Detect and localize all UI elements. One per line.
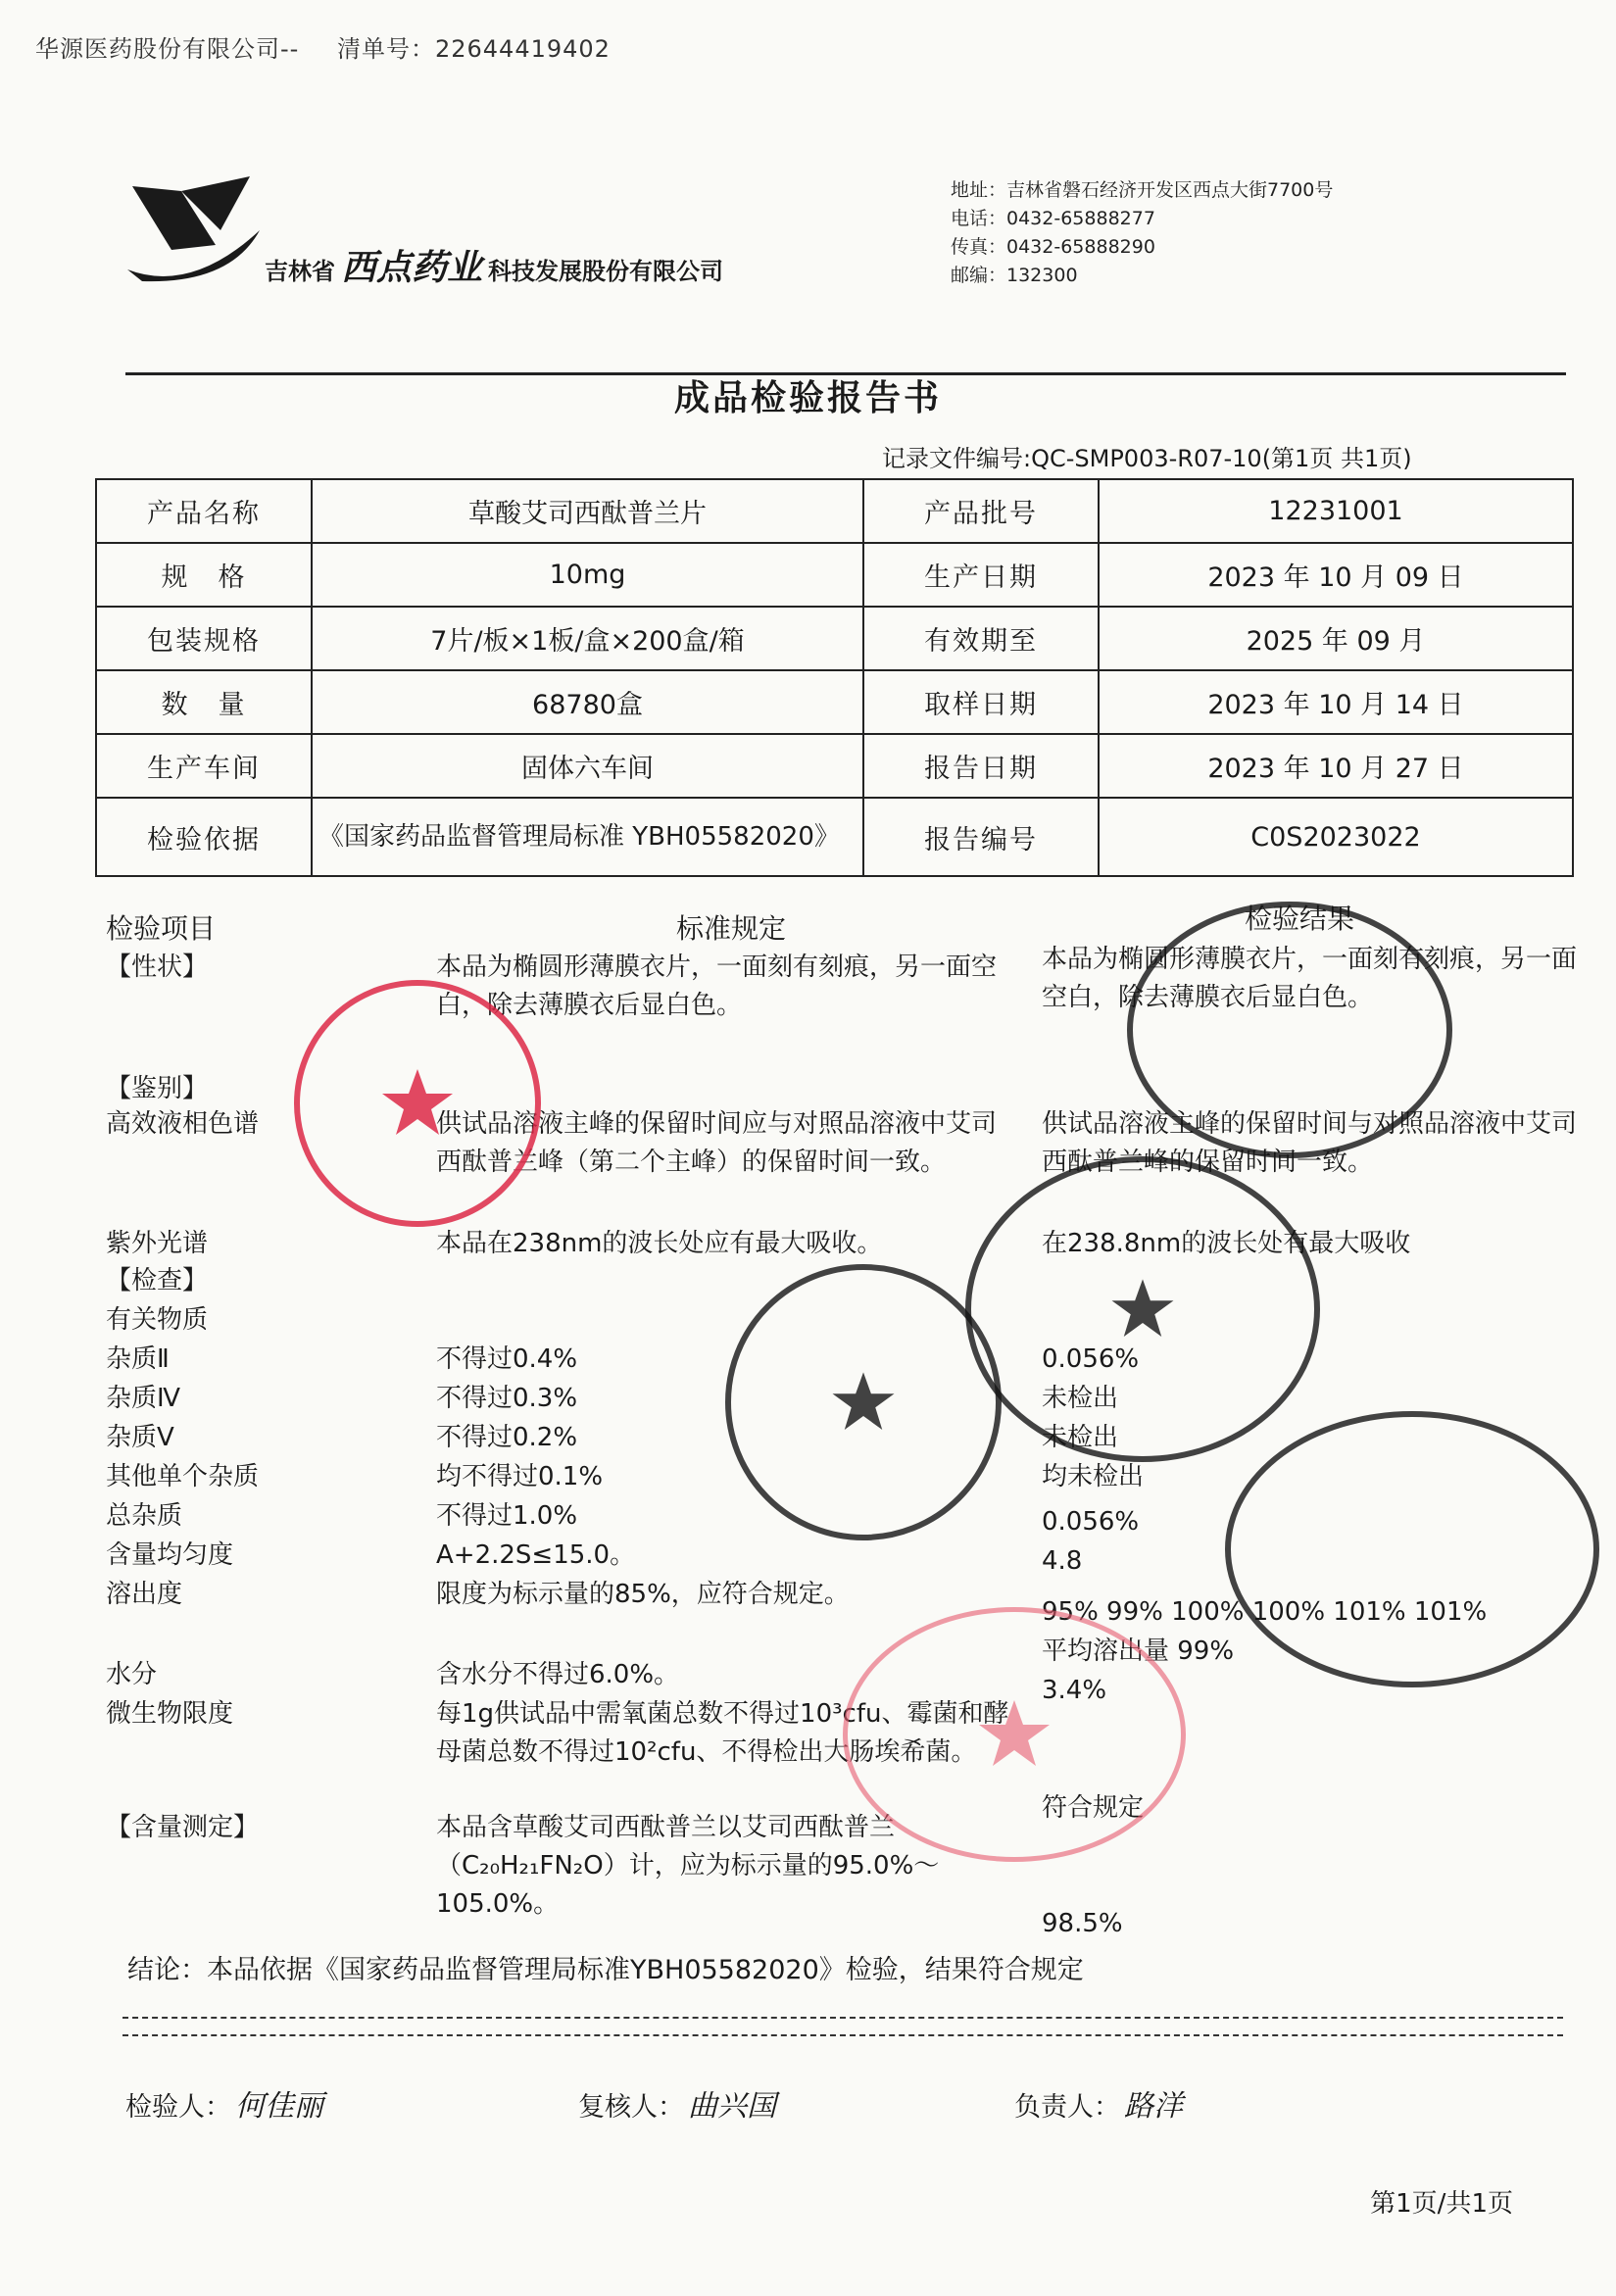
workshop-value: 固体六车间	[312, 734, 863, 798]
impurity-2-label: 杂质Ⅱ	[106, 1344, 170, 1374]
appearance-result: 本品为椭圆形薄膜衣片，一面刻有刻痕，另一面空白，除去薄膜衣后显白色。	[1042, 945, 1578, 1012]
section-assay: 【含量测定】	[106, 1813, 260, 1842]
company-postcode: 邮编：132300	[951, 265, 1078, 286]
uv-result: 在238.8nm的波长处有最大吸收	[1042, 1229, 1411, 1258]
total-impurity-label: 总杂质	[106, 1501, 183, 1531]
spec-value: 10mg	[312, 543, 863, 607]
company-phone: 电话：0432-65888277	[951, 208, 1155, 229]
table-row	[96, 543, 1573, 607]
record-file-number: 记录文件编号:QC-SMP003-R07-10(第1页 共1页)	[882, 445, 1412, 472]
total-impurity-standard: 不得过1.0%	[436, 1501, 578, 1531]
hplc-standard: 供试品溶液主峰的保留时间应与对照品溶液中艾司西酞普兰峰（第二个主峰）的保留时间一致。	[436, 1109, 998, 1177]
batch-label: 产品批号	[863, 479, 1099, 543]
impurity-5-result: 未检出	[1042, 1423, 1119, 1452]
section-identification: 【鉴别】	[106, 1074, 209, 1103]
product-info-table	[95, 478, 1574, 877]
water-standard: 含水分不得过6.0%。	[436, 1660, 680, 1689]
company-address: 地址：吉林省磐石经济开发区西点大街7700号	[951, 179, 1334, 201]
impurity-4-result: 未检出	[1042, 1384, 1119, 1413]
column-header-standard: 标准规定	[676, 912, 787, 945]
spec-label: 规 格	[96, 543, 312, 607]
basis-label: 检验依据	[96, 798, 312, 876]
expiry-value: 2025 年 09 月	[1099, 607, 1573, 670]
list-number: 清单号：22644419402	[336, 35, 611, 63]
assay-standard: 本品含草酸艾司西酞普兰以艾司西酞普兰（C₂₀H₂₁FN₂O）计，应为标示量的95.0%～105.0%。	[436, 1813, 940, 1919]
workshop-label: 生产车间	[96, 734, 312, 798]
table-row	[96, 798, 1573, 876]
company-name: 吉林省 西点药业 科技发展股份有限公司	[265, 248, 724, 288]
dissolution-average: 平均溶出量 99%	[1042, 1637, 1235, 1666]
sampling-date-label: 取样日期	[863, 670, 1099, 734]
sampling-date-value: 2023 年 10 月 14 日	[1099, 670, 1573, 734]
document-source-header	[35, 29, 611, 64]
manager-signature: 负责人： 路洋	[1014, 2089, 1183, 2124]
package-label: 包装规格	[96, 607, 312, 670]
section-check: 【检查】	[106, 1266, 209, 1295]
dissolution-label: 溶出度	[106, 1580, 183, 1609]
quality-inspection-black-seal	[725, 1264, 1002, 1540]
tester-name: 何佳丽	[235, 2089, 323, 2124]
table-row	[96, 734, 1573, 798]
content-uniformity-label: 含量均匀度	[106, 1540, 234, 1570]
reviewer-name: 曲兴国	[688, 2089, 776, 2124]
company-logo-icon	[122, 171, 265, 289]
product-name-value: 草酸艾司西酞普兰片	[312, 479, 863, 543]
quantity-value: 68780盒	[312, 670, 863, 734]
pharmacy-black-seal	[965, 1156, 1320, 1462]
manager-name: 路洋	[1124, 2089, 1183, 2124]
brand-name: 西点药业	[341, 248, 483, 288]
other-impurity-standard: 均不得过0.1%	[436, 1462, 604, 1491]
product-name-label: 产品名称	[96, 479, 312, 543]
conclusion: 结论：本品依据《国家药品监督管理局标准YBH05582020》检验，结果符合规定	[127, 1955, 1084, 1985]
water-label: 水分	[106, 1660, 158, 1689]
microbial-limit-standard: 每1g供试品中需氧菌总数不得过10³cfu、霉菌和酵母菌总数不得过10²cfu、不得检出大肠埃希菌。	[436, 1699, 1009, 1767]
content-uniformity-result: 4.8	[1042, 1546, 1083, 1576]
star-icon	[378, 1064, 457, 1143]
section-appearance: 【性状】	[106, 953, 209, 982]
impurity-4-label: 杂质Ⅳ	[106, 1384, 180, 1413]
report-title: 成品检验报告书	[673, 378, 942, 418]
company-fax: 传真：0432-65888290	[951, 236, 1155, 258]
assay-result: 98.5%	[1042, 1909, 1123, 1938]
hplc-result: 供试品溶液主峰的保留时间与对照品溶液中艾司西酞普兰峰的保留时间一致。	[1042, 1109, 1578, 1177]
quality-dept-pink-seal	[843, 1607, 1186, 1862]
source-company: 华源医药股份有限公司--	[35, 35, 300, 63]
page-number: 第1页/共1页	[1370, 2189, 1513, 2219]
star-icon	[1108, 1275, 1177, 1343]
report-number-label: 报告编号	[863, 798, 1099, 876]
report-number-value: C0S2023022	[1099, 798, 1573, 876]
manufacturer-black-seal	[1225, 1411, 1599, 1687]
basis-value: 《国家药品监督管理局标准 YBH05582020》	[312, 798, 863, 876]
dissolution-result: 95% 99% 100% 100% 101% 101%	[1042, 1597, 1488, 1627]
column-header-result: 检验结果	[1245, 903, 1355, 935]
other-impurity-result: 均未检出	[1042, 1462, 1145, 1491]
star-icon	[829, 1368, 898, 1437]
quality-report-black-seal	[1127, 902, 1452, 1158]
content-uniformity-standard: A+2.2S≤15.0。	[436, 1540, 636, 1570]
batch-value: 12231001	[1099, 479, 1573, 543]
quality-report-red-seal	[294, 980, 541, 1227]
production-date-value: 2023 年 10 月 09 日	[1099, 543, 1573, 607]
star-icon	[975, 1695, 1053, 1774]
dashed-divider	[122, 2017, 1563, 2019]
production-date-label: 生产日期	[863, 543, 1099, 607]
column-header-item: 检验项目	[106, 912, 217, 945]
reviewer-signature: 复核人： 曲兴国	[578, 2089, 776, 2124]
quantity-label: 数 量	[96, 670, 312, 734]
other-impurity-label: 其他单个杂质	[106, 1462, 260, 1491]
report-date-label: 报告日期	[863, 734, 1099, 798]
microbial-limit-label: 微生物限度	[106, 1699, 234, 1729]
impurity-4-standard: 不得过0.3%	[436, 1384, 578, 1413]
total-impurity-result: 0.056%	[1042, 1507, 1140, 1537]
report-date-value: 2023 年 10 月 27 日	[1099, 734, 1573, 798]
related-substances-label: 有关物质	[106, 1305, 209, 1335]
dashed-divider	[122, 2034, 1563, 2036]
table-row	[96, 479, 1573, 543]
company-contact	[951, 176, 1333, 290]
impurity-5-standard: 不得过0.2%	[436, 1423, 578, 1452]
microbial-limit-result: 符合规定	[1042, 1793, 1145, 1823]
package-value: 7片/板×1板/盒×200盒/箱	[312, 607, 863, 670]
tester-signature: 检验人： 何佳丽	[125, 2089, 323, 2124]
water-result: 3.4%	[1042, 1676, 1107, 1705]
appearance-standard: 本品为椭圆形薄膜衣片，一面刻有刻痕，另一面空白，除去薄膜衣后显白色。	[436, 953, 998, 1020]
uv-label: 紫外光谱	[106, 1229, 209, 1258]
expiry-label: 有效期至	[863, 607, 1099, 670]
hplc-label: 高效液相色谱	[106, 1109, 260, 1139]
impurity-2-standard: 不得过0.4%	[436, 1344, 578, 1374]
impurity-2-result: 0.056%	[1042, 1344, 1140, 1374]
table-row	[96, 670, 1573, 734]
table-row	[96, 607, 1573, 670]
dissolution-standard: 限度为标示量的85%，应符合规定。	[436, 1580, 850, 1609]
uv-standard: 本品在238nm的波长处应有最大吸收。	[436, 1229, 883, 1258]
impurity-5-label: 杂质Ⅴ	[106, 1423, 174, 1452]
